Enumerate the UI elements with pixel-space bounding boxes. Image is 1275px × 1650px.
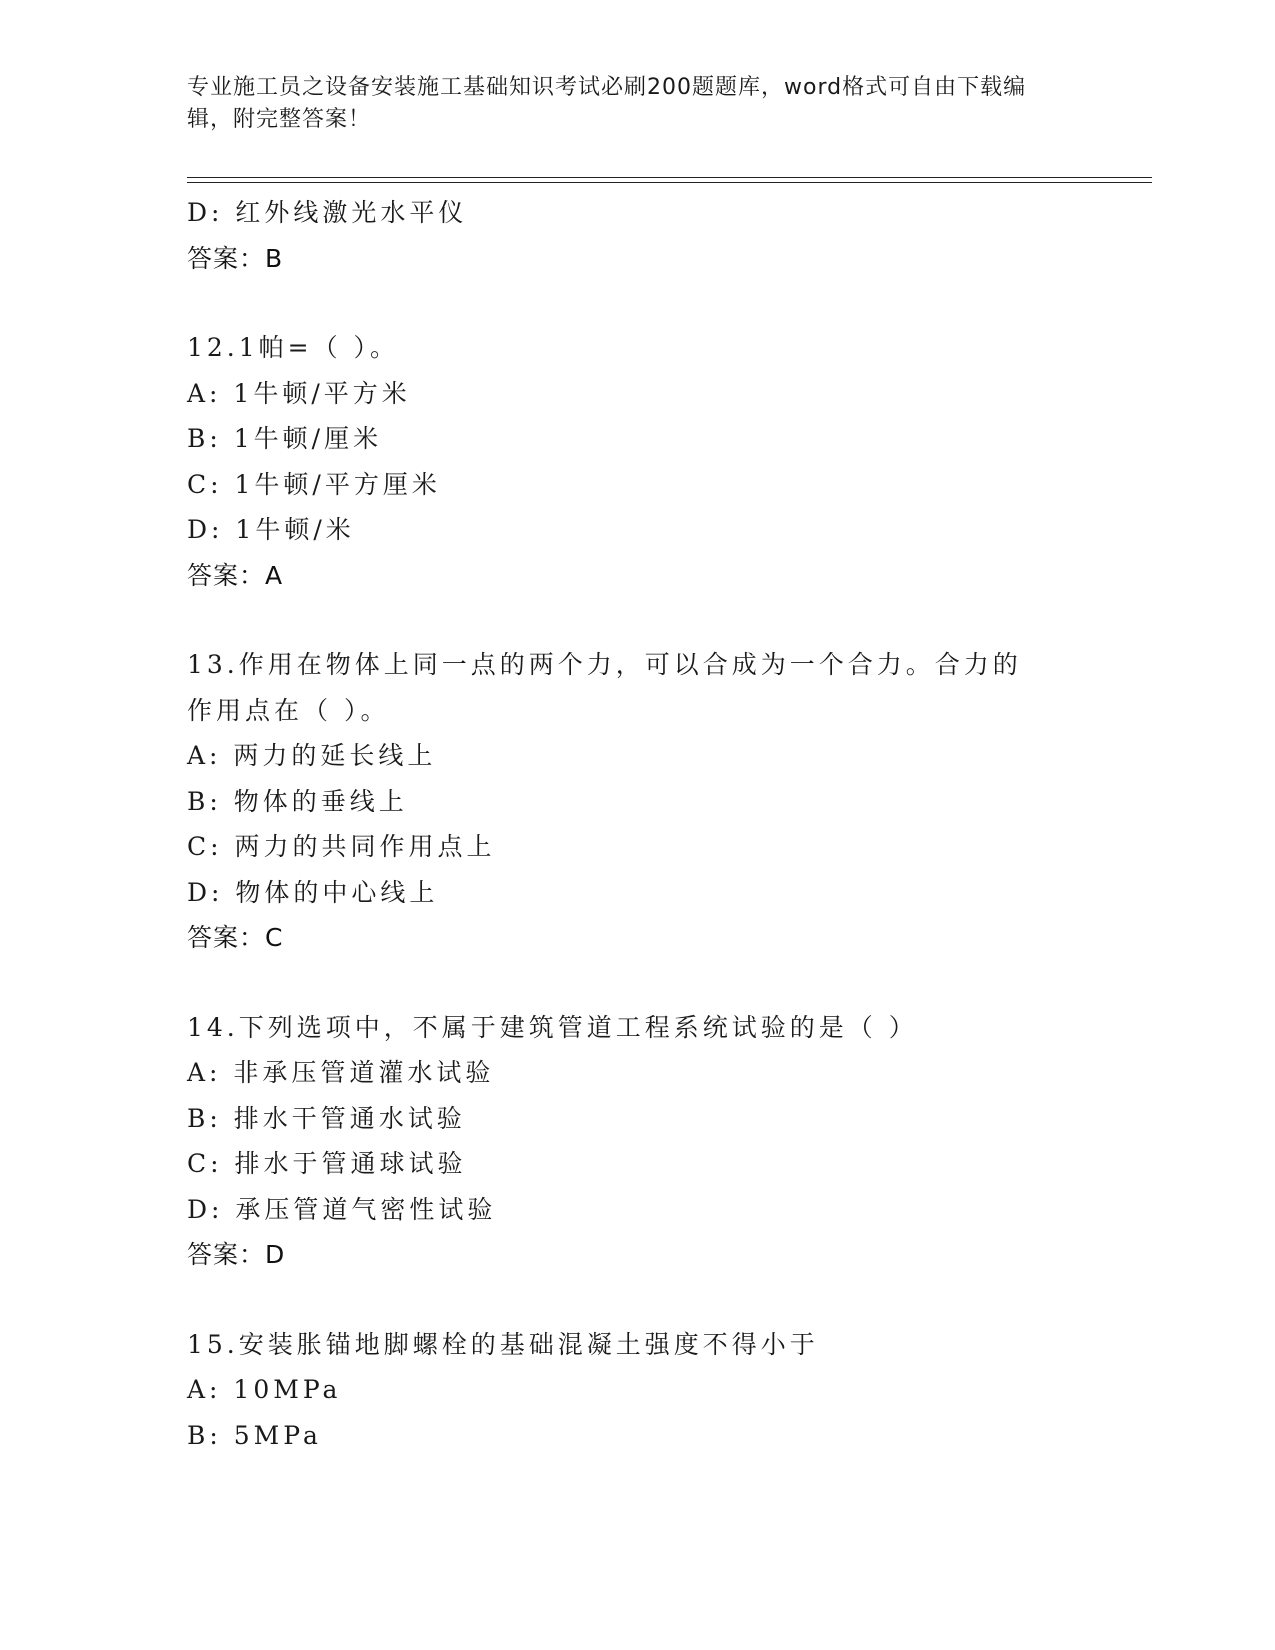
prev-question-answer: 答案：B: [187, 243, 284, 273]
option-b: B: 物体的垂线上: [187, 786, 408, 816]
option-b: B: 5MPa: [187, 1420, 322, 1450]
option-b: B: 排水干管通水试验: [187, 1103, 466, 1133]
option-d: D: 1牛顿/米: [187, 515, 355, 544]
option-c: C: 两力的共同作用点上: [187, 832, 496, 861]
option-a: A: 非承压管道灌水试验: [187, 1058, 495, 1087]
question-stem: 15.安装胀锚地脚螺栓的基础混凝土强度不得小于: [187, 1329, 819, 1359]
option-d: D: 物体的中心线上: [187, 877, 439, 907]
question-answer: 答案：A: [187, 560, 284, 590]
page-header-title: 专业施工员之设备安装施工基础知识考试必刷200题题库，word格式可自由下载编辑，附完整答案！: [187, 75, 1027, 132]
question-answer: 答案：D: [187, 1240, 286, 1269]
option-b: B: 1牛顿/厘米: [187, 424, 383, 453]
option-c: C: 排水于管通球试验: [187, 1149, 467, 1178]
option-a: A: 10MPa: [187, 1375, 342, 1404]
question-stem: 14.下列选项中，不属于建筑管道工程系统试验的是（ ）: [187, 1012, 918, 1042]
question-12: [187, 325, 1087, 598]
question-answer: 答案：C: [187, 923, 284, 952]
option-a: A: 两力的延长线上: [187, 741, 437, 770]
option-a: A: 1牛顿/平方米: [187, 378, 411, 408]
question-list: [187, 190, 1087, 1458]
header-divider: [187, 177, 1152, 183]
option-c: C: 1牛顿/平方厘米: [187, 469, 441, 499]
prev-question-option-d: D: 红外线激光水平仪: [187, 198, 468, 227]
question-14: [187, 1005, 1087, 1278]
question-stem: 12.1帕=（ ）。: [187, 333, 400, 362]
question-13: [187, 642, 1087, 961]
question-stem: 13.作用在物体上同一点的两个力，可以合成为一个合力。合力的作用点在（ ）。: [187, 650, 1022, 725]
option-d: D: 承压管道气密性试验: [187, 1194, 497, 1224]
question-15: [187, 1322, 1087, 1459]
